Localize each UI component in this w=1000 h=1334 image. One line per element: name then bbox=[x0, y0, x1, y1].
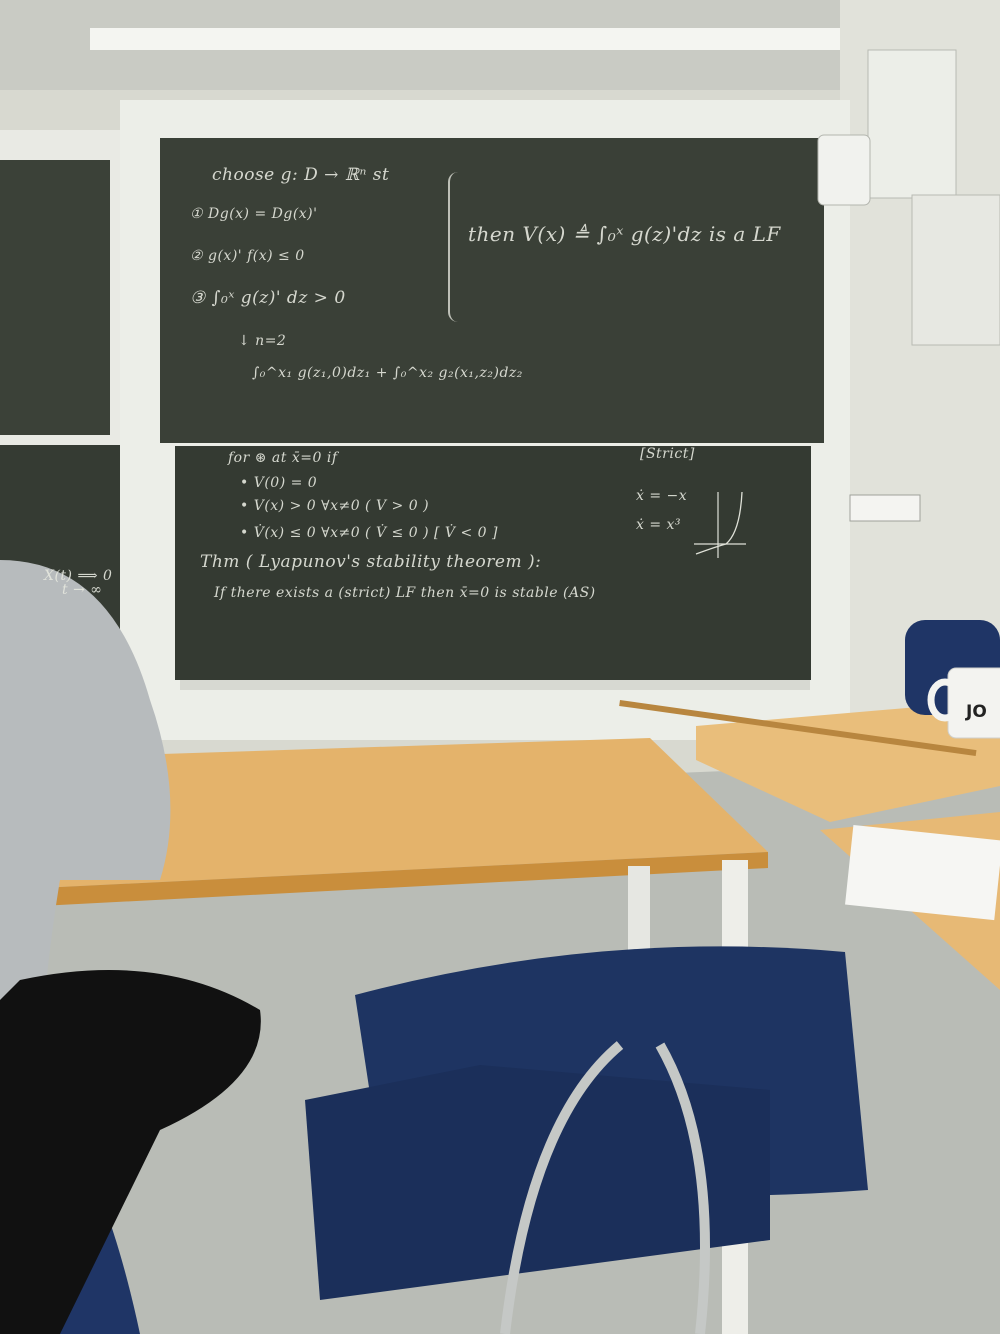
board-lower-eq1: ẋ = −x bbox=[636, 488, 688, 504]
board-left-line2: t → ∞ bbox=[62, 582, 103, 598]
board-left-line1: X(t) ⟹ 0 bbox=[44, 568, 113, 584]
mug-label: JO bbox=[966, 702, 987, 722]
left-board-upper bbox=[0, 160, 110, 435]
outlet-strip bbox=[850, 495, 920, 521]
paper-sheet bbox=[845, 825, 1000, 920]
board-lower-line4: • V̇(x) ≤ 0 ∀x≠0 ( V̇ ≤ 0 ) [ V̇ < 0 ] bbox=[240, 525, 498, 541]
board-upper-line4: ③ ∫₀ˣ g(z)' dz > 0 bbox=[190, 288, 346, 308]
wall-cabinet bbox=[868, 50, 956, 198]
wall-panel bbox=[912, 195, 1000, 345]
brace bbox=[448, 172, 460, 322]
board-lower-tag: [Strict] bbox=[640, 446, 695, 462]
board-upper-line3: ② g(x)' f(x) ≤ 0 bbox=[190, 248, 305, 264]
board-upper-line2: ① Dg(x) = Dg(x)' bbox=[190, 206, 318, 222]
board-lower-line3: • V(x) > 0 ∀x≠0 ( V > 0 ) bbox=[240, 498, 430, 514]
board-upper-line5: ↓ n=2 bbox=[238, 333, 287, 349]
board-lower-line2: • V(0) = 0 bbox=[240, 475, 318, 491]
ceiling-light bbox=[90, 28, 860, 50]
board-lower-line6: If there exists a (strict) LF then x̄=0 is stable (AS) bbox=[214, 585, 596, 601]
board-lower-line5: Thm ( Lyapunov's stability theorem ): bbox=[200, 552, 542, 572]
speaker bbox=[818, 135, 870, 205]
board-lower-line1: for ⊛ at x̄=0 if bbox=[228, 450, 338, 466]
board-upper-line6: ∫₀^x₁ g(z₁,0)dz₁ + ∫₀^x₂ g₂(x₁,z₂)dz₂ bbox=[252, 365, 523, 381]
board-lower-eq2: ẋ = x³ bbox=[636, 517, 682, 533]
chalk-tray bbox=[180, 680, 810, 690]
sketch-graph bbox=[690, 488, 750, 560]
board-upper-line1: choose g: D → ℝⁿ st bbox=[212, 165, 390, 185]
board-upper-right: then V(x) ≜ ∫₀ˣ g(z)'dz is a LF bbox=[468, 222, 781, 246]
